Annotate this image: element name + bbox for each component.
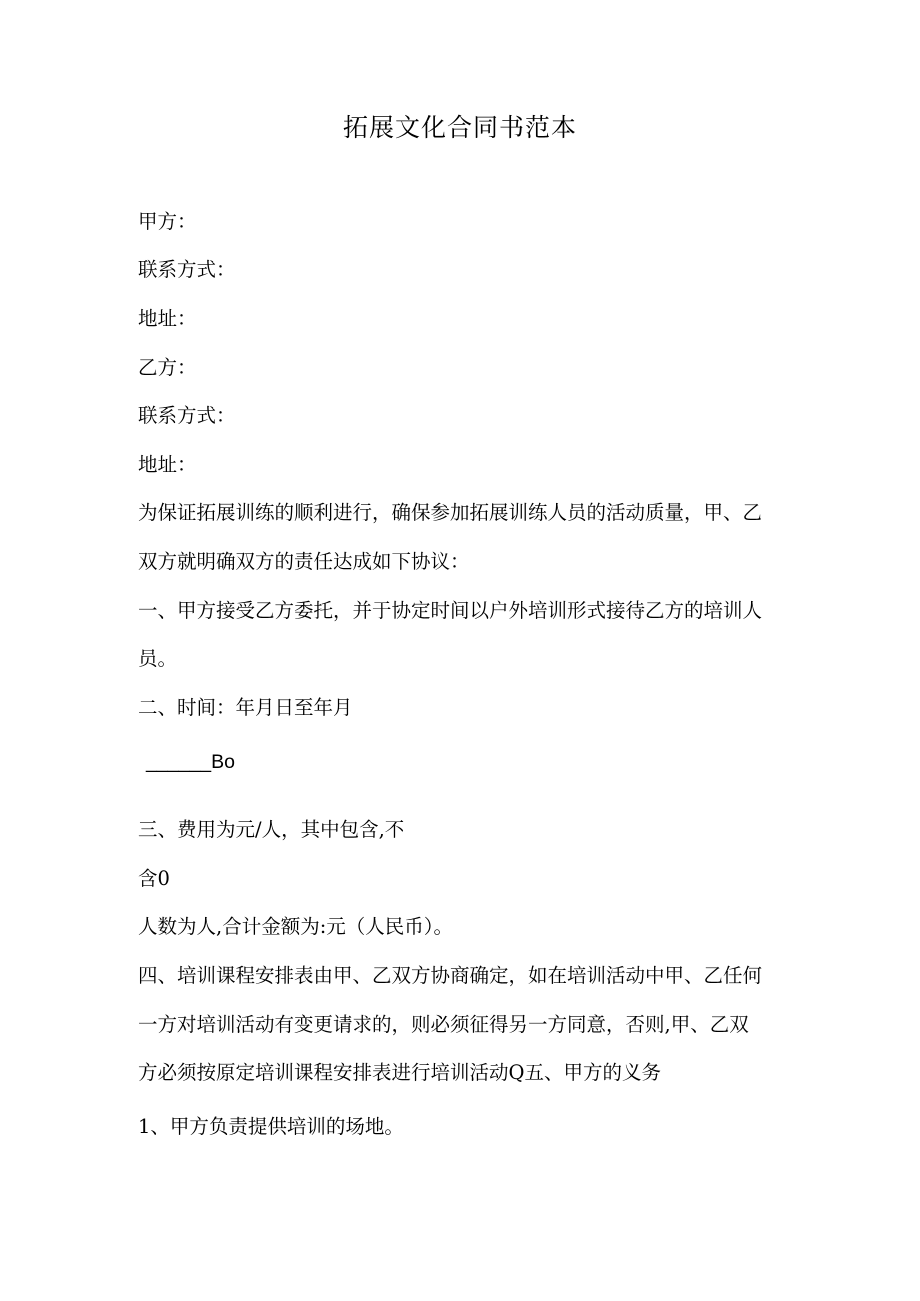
party-a-address-label: 地址： bbox=[138, 307, 197, 330]
clause-3-line-1: 三、费用为元/人，其中包含,不 bbox=[138, 818, 405, 841]
party-a-contact-label: 联系方式： bbox=[138, 258, 236, 281]
clause-1-line-2: 员。 bbox=[138, 647, 178, 670]
clause-1-line-1: 一、甲方接受乙方委托，并于协定时间以户外培训形式接待乙方的培训人 bbox=[138, 599, 763, 622]
clause-3-line-2: 含0 bbox=[138, 867, 170, 890]
clause-4-line-3: 方必须按原定培训课程安排表进行培训活动Q五、甲方的义务 bbox=[138, 1061, 661, 1084]
party-b-address-label: 地址： bbox=[138, 453, 197, 476]
clause-2-blank: ______Bo bbox=[146, 751, 235, 773]
clause-3-line-3: 人数为人,合计金额为:元（人民币）。 bbox=[138, 915, 454, 938]
party-a-label: 甲方： bbox=[138, 210, 197, 233]
clause-4-line-2: 一方对培训活动有变更请求的，则必须征得另一方同意，否则,甲、乙双 bbox=[138, 1013, 749, 1036]
intro-paragraph-line-2: 双方就明确双方的责任达成如下协议： bbox=[138, 550, 470, 573]
party-b-label: 乙方： bbox=[138, 356, 197, 379]
party-b-contact-label: 联系方式： bbox=[138, 404, 236, 427]
clause-4-line-1: 四、培训课程安排表由甲、乙双方协商确定，如在培训活动中甲、乙任何 bbox=[138, 964, 763, 987]
document-title: 拓展文化合同书范本 bbox=[342, 113, 577, 142]
clause-5-item-1: 1、甲方负责提供培训的场地。 bbox=[138, 1115, 404, 1138]
clause-2-time: 二、时间：年月日至年月 bbox=[138, 696, 353, 719]
intro-paragraph-line-1: 为保证拓展训练的顺利进行，确保参加拓展训练人员的活动质量，甲、乙 bbox=[138, 501, 763, 524]
